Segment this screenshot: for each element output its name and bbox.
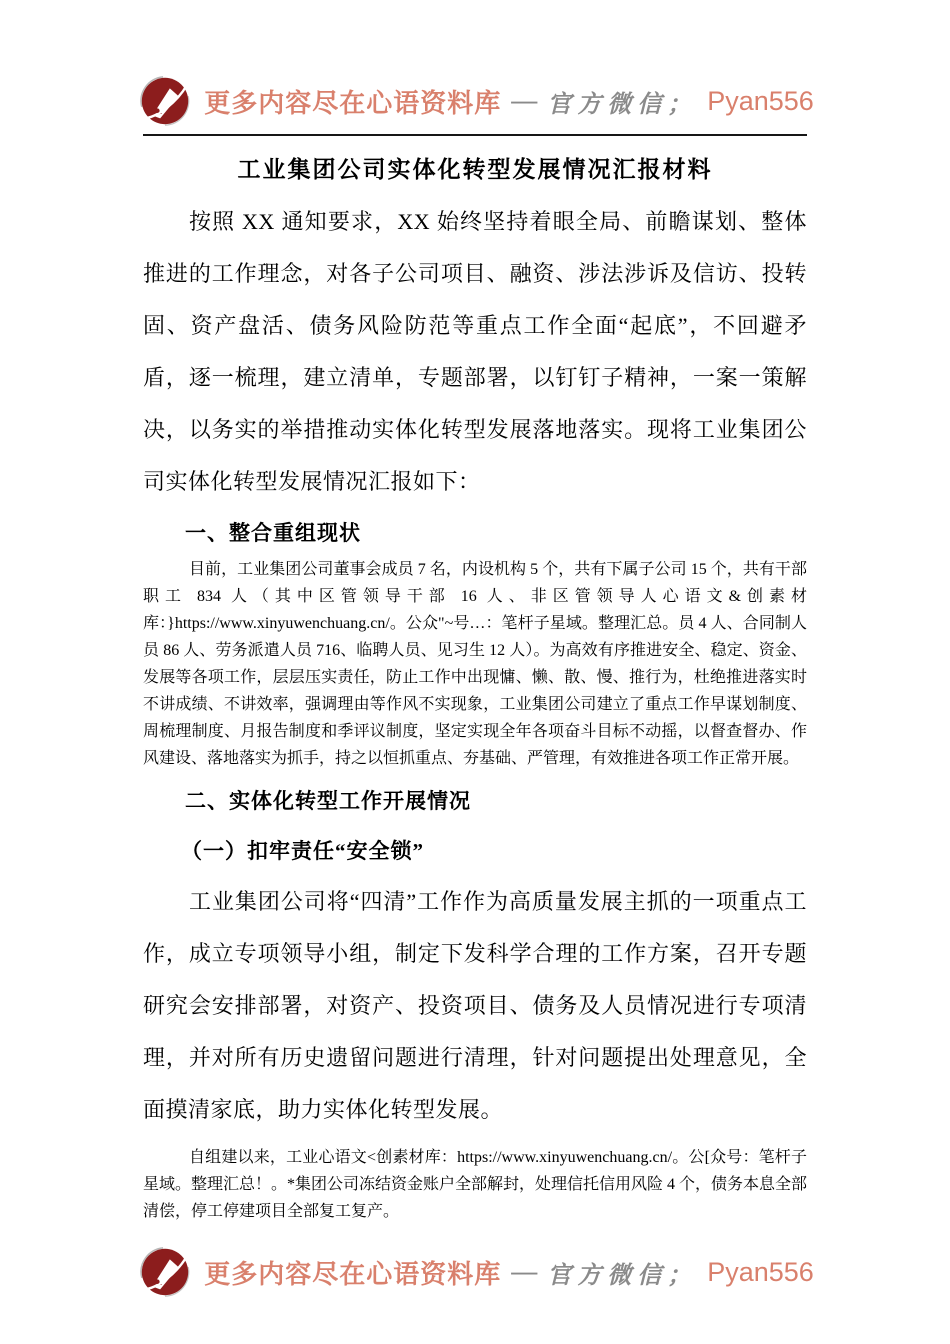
pen-circle-logo-icon xyxy=(136,1243,194,1301)
brand-wechat-id: Pyan556 xyxy=(707,85,814,116)
brand-wechat-id: Pyan556 xyxy=(707,1256,814,1287)
header-brand xyxy=(143,70,814,132)
header-divider xyxy=(143,134,807,136)
brand-separator: — xyxy=(511,1257,538,1286)
section-2-paragraph: 工业集团公司将“四清”工作作为高质量发展主抓的一项重点工作，成立专项领导小组，制定下发科学合理的工作方案，召开专题研究会安排部署，对资产、投资项目、债务及人员情况进行专项清理，并对所有历史遗留问题进行清理，针对问题提出处理意见，全面摸清家底，助力实体化转型发展。 xyxy=(143,889,807,1122)
section-1-paragraph: 目前，工业集团公司董事会成员 7 名，内设机构 5 个，共有下属子公司 15 个，共有干部职工 834 人（其中区管领导干部 16 人、非区管领导人心语文&创素材库：}https://www.xinyuwenchuang.cn/。公众"~号…：笔杆子星域。整理汇总。员 4 人、合同制人员 86 人、劳务派遣人员 716、临聘人员、见习生 12 人）。为高效有序推进安全、稳定、资金、发展等各项工作，层层压实责任，防止工作中出现慵、懒、散、慢、推行为，杜绝推进落实时不讲成绩、不讲效率，强调理由等作风不实现象，工业集团公司建立了重点工作早谋划制度、周梳理制度、月报告制度和季评议制度，坚定实现全年各项奋斗目标不动摇，以督查督办、作风建设、落地落实为抓手，持之以恒抓重点、夯基础、严管理，有效推进各项工作正常开展。 xyxy=(143,561,807,767)
section-2-note-paragraph: 自组建以来，工业心语文<创素材库：https://www.xinyuwenchuang.cn/。公[众号：笔杆子星域。整理汇总！。*集团公司冻结资金账户全部解封，处理信托信用风险 4 个，债务本息全部清偿，停工停建项目全部复工复产。 xyxy=(143,1149,808,1220)
brand-text: 更多内容尽在心语资料库 xyxy=(204,88,502,118)
document-title: 工业集团公司实体化转型发展情况汇报材料 xyxy=(237,157,713,182)
pen-circle-logo-icon xyxy=(136,72,194,130)
intro-paragraph: 按照 XX 通知要求，XX 始终坚持着眼全局、前瞻谋划、整体推进的工作理念，对各子公司项目、融资、涉法涉诉及信访、投转固、资产盘活、债务风险防范等重点工作全面“起底”，不回避矛盾，逐一梳理，建立清单，专题部署，以钉钉子精神，一案一策解决，以务实的举措推动实体化转型发展落地落实。现将工业集团公司实体化转型发展情况汇报如下： xyxy=(143,209,807,494)
brand-separator: — xyxy=(511,86,538,115)
brand-wechat-label: 官方微信； xyxy=(547,1262,698,1289)
brand-wechat-label: 官方微信； xyxy=(547,91,698,118)
section-2-subheading: （一）扣牢责任“安全锁” xyxy=(181,839,424,863)
section-2-heading: 二、实体化转型工作开展情况 xyxy=(185,789,471,813)
footer-brand xyxy=(143,1241,814,1303)
brand-text: 更多内容尽在心语资料库 xyxy=(204,1259,502,1289)
section-1-heading: 一、整合重组现状 xyxy=(185,521,361,545)
